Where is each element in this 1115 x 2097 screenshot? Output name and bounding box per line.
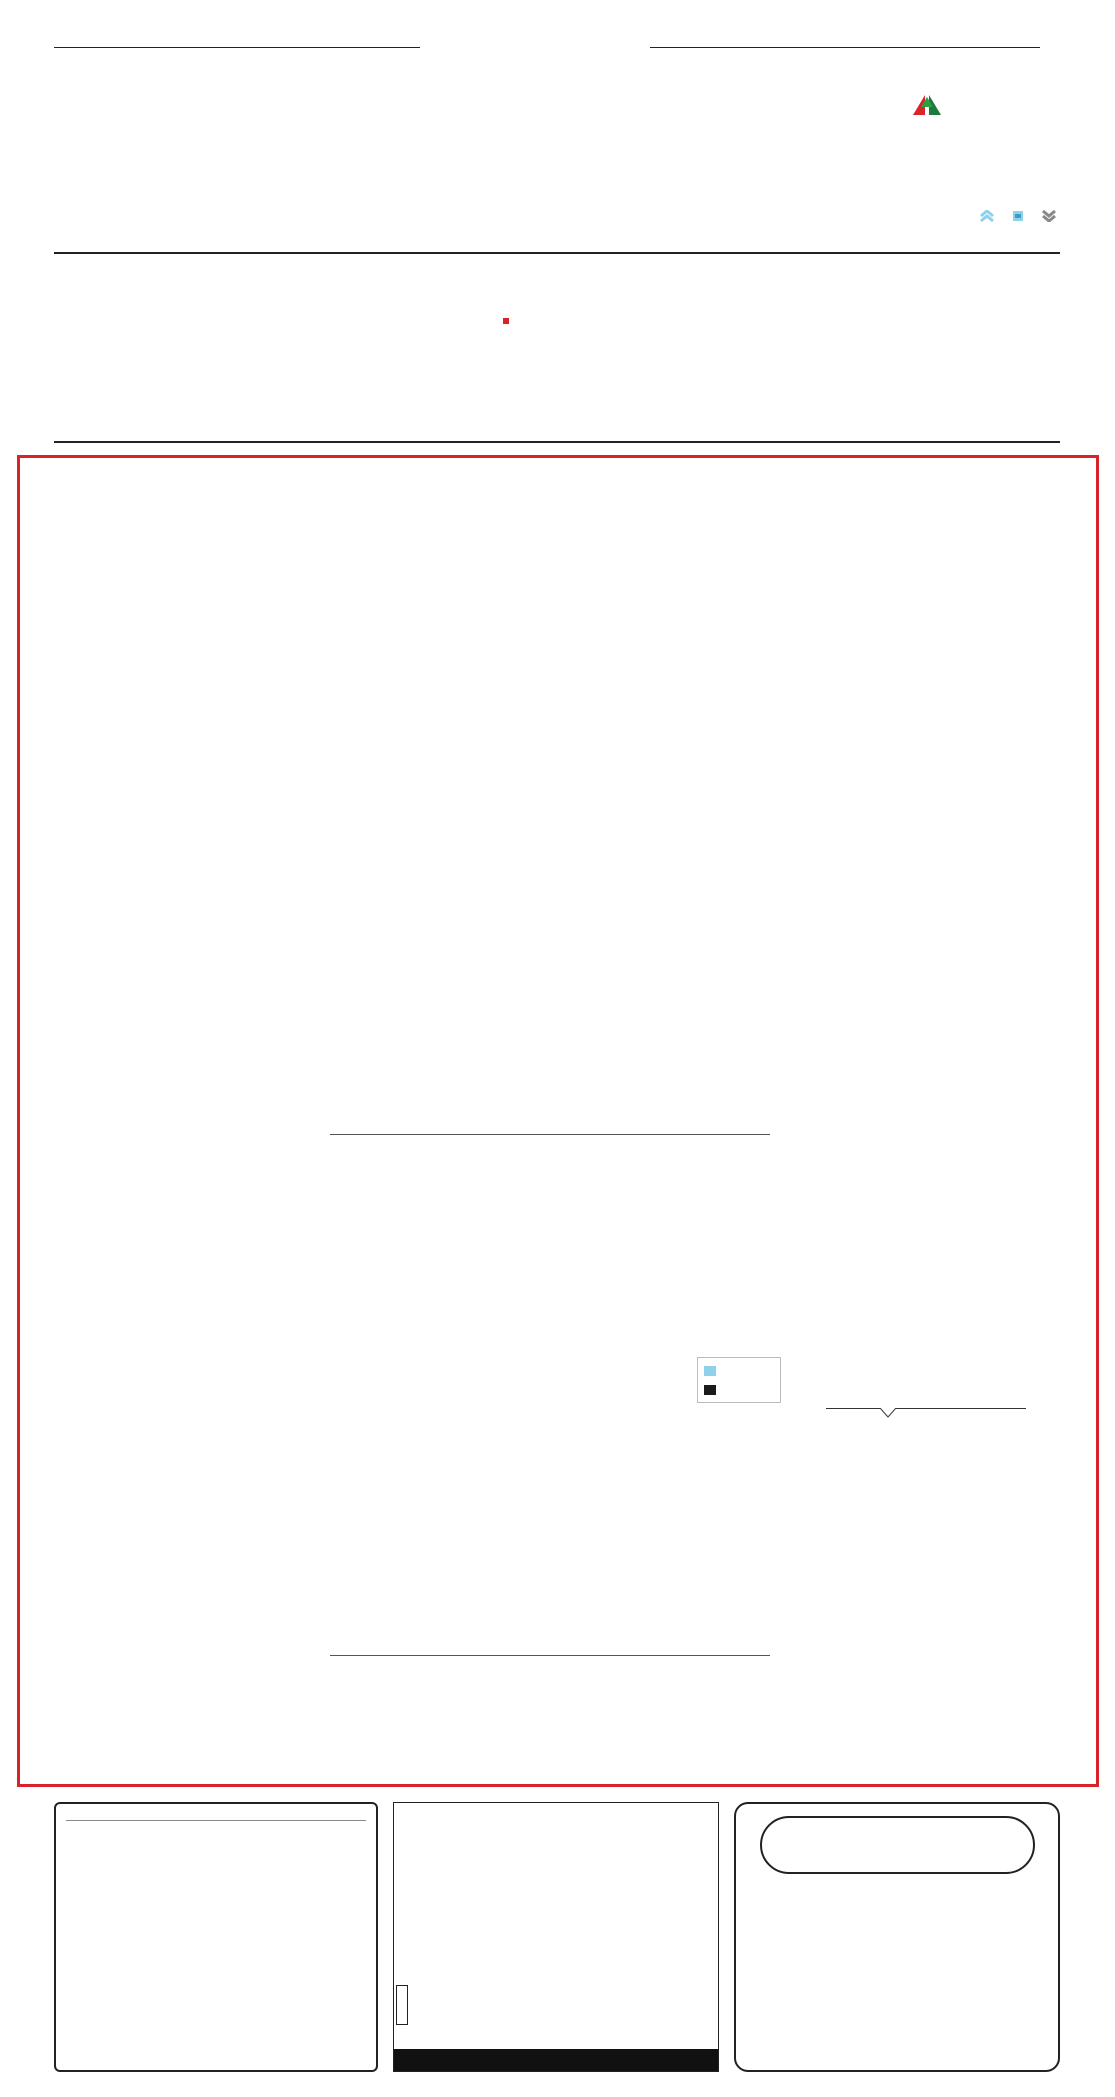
up-arrow-icon	[980, 210, 994, 222]
sochagota-p2	[736, 1892, 1058, 1900]
legend-up	[980, 210, 998, 222]
indicators-bottom-rule	[54, 441, 1060, 443]
trend-legend	[980, 210, 1060, 222]
ad-promigas-p1	[56, 1821, 376, 1831]
ad-sochagota	[734, 1802, 1060, 2072]
ad-avvillas-intro	[394, 1815, 718, 1821]
chart-title-rule	[330, 1134, 770, 1135]
chart-panel	[322, 1107, 800, 1767]
ad-promigas-p3	[56, 1843, 376, 1855]
vigilado-mark	[396, 1985, 408, 2025]
sochagota-logo	[760, 1816, 1035, 1874]
indicators-rule	[54, 252, 1060, 254]
article-column-1	[128, 884, 286, 892]
petroleo-marker	[503, 318, 509, 324]
down-arrow-icon	[1042, 210, 1056, 222]
sochagota-p1	[736, 1878, 1058, 1892]
article-column-4	[651, 515, 811, 523]
header-rule-left	[54, 47, 420, 48]
ad-promigas-logos	[66, 1804, 366, 1821]
stable-square-icon	[1012, 210, 1024, 222]
legend-swatch-informales	[704, 1385, 716, 1395]
legend-swatch-formales	[704, 1366, 716, 1376]
legend-down	[1042, 210, 1060, 222]
box-pointer-icon	[880, 1408, 896, 1418]
sponsor-logo	[905, 85, 1065, 117]
legend-stable	[1012, 210, 1028, 222]
chart2-rule	[330, 1655, 770, 1656]
bancoomeva-leaf-icon	[907, 85, 947, 119]
header-rule-right	[650, 47, 1040, 48]
ad-promigas	[54, 1802, 378, 2072]
box-rule	[826, 1408, 1026, 1409]
ad-promigas-p2	[56, 1831, 376, 1843]
ad-avvillas	[393, 1802, 719, 2072]
ad-avvillas-footer	[394, 2049, 718, 2071]
chart-legend	[697, 1357, 781, 1403]
